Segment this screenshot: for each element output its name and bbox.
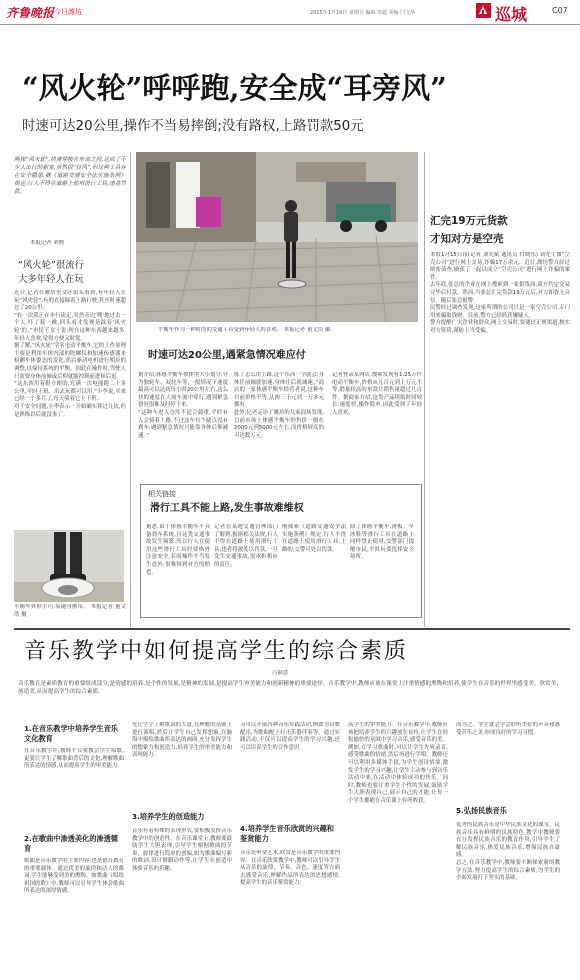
music-intro: 音乐教育是素质教育的重要组成部分,是情感的培养,是个性的发展,是精神的发展,是提高学生审美能力和创新精神的重要途径。音乐教学中,教师应该在课堂上注重情感的熏陶和培养,使学生在音乐的世界里感受美、欣赏美、创造美,从而提高学生的综合素质。 [18,681,562,695]
sidebar-title: 相关链接 [148,490,176,498]
music-col5-para-2: 优秀的民族音乐是中华民族文化的瑰宝。民族音乐具有鲜明的民族特色,教学中教师要充分发挥民族音乐的教育作用,引导学生了解民族音乐,热爱民族音乐,增强民族自豪感。 总之,在音乐教学中,教师要不断探索新的教学方法,努力提高学生的综合素质,为学生的全面发展打下坚实的基础。 [456,822,560,882]
music-col2-para-2: 音乐有着特殊的表现形式,要积极发挥音乐教学中的创造性。在音乐课堂上,教师要鼓励学生大胆表现,引导学生根据歌曲的节奏、旋律进行简单的创编,如为歌曲编写新的歌词,设计舞蹈动作等,让学生在创造中体验音乐的乐趣。 [132,828,232,872]
lead-byline: 本报记者 刘晓 [30,240,65,246]
page-code: C07 [552,6,568,15]
feature-subheadline: 时速可达20公里,操作不当易摔倒;没有路权,上路罚款50元 [22,119,364,134]
photo-small [14,530,124,602]
middle-section-title: 时速可达20公里,遇紧急情况难应付 [148,350,306,361]
music-col1-heading-2: 2.在歌曲中渗透美化的渗透德育 [24,834,118,853]
music-col3-heading: 4.培养学生音乐欣赏的兴趣和鉴赏能力 [240,824,334,843]
photo-main [136,152,418,322]
music-col3-para-1: 习可以开展各种音乐实践活动,例如为诗歌配乐,为歌曲配上打击乐器伴奏等。通过实践活动,不仅可以提高学生的学习兴趣,还可以培养学生的合作意识。 [240,722,340,751]
sidebar-headline: 滑行工具不能上路,发生事故难维权 [150,503,304,514]
music-col5-heading: 5.弘扬民族音乐 [456,806,507,815]
section-icon [476,3,491,18]
edition-label: 今日潍坊 [54,8,82,16]
photo-main-caption: 平衡车作为一种时尚的交通工具受到年轻人的喜欢。 本报记者 董文浩 摄 [158,327,331,333]
music-headline: 音乐教学中如何提高学生的综合素质 [24,639,409,664]
photo-small-caption: 平衡车外形小巧,易随身携带。 本报记者 董文浩 摄 [14,604,126,618]
middle-col-2: 练了怎么用上路,这个东西一学就会,身体往前倾就加速,身体往后就减速。”商店的一家体感平衡车经营者说,这种车目前价格不等,从两三千元到一万多元都有。 此外,记者走访了潍坊的几家商场发现,目前市场上体感平衡车的售价一般在2000元到5000元左右,而价格较高的可达数万元。 [234,372,324,439]
music-col4-para-1: 高学生的审美能力。在音乐教学中,教师应该把培养学生的兴趣放在首位,让学生在轻松愉快的氛围中学习音乐,感受音乐的美。例如,在学习歌曲时,可以让学生先听录音,感受歌曲的情绪,然后再进行学唱。教师还可以利用多媒体手段,为学生创设情境,激发学生的学习兴趣,让学生主动参与到音乐活动中来,在活动中体验成功的快乐。同时,教师也要注重学生个性的发展,鼓励学生大胆表现自己,展示自己的才能,让每一个学生都能在音乐课上有所收获。 [348,722,448,804]
lead-paragraph: 刚探“风火轮”,快速穿梭在车流之间,这成了不少人出行的新宠,虽然很“拉风”,但这种工具存在安全隐患,据《道路交通安全法实施条例》规定,行人不得在道路上使用滑行工具,违者罚款。 [14,157,126,195]
music-col1-para-1: 在音乐教学中,教师不仅要教会学生唱歌,更要让学生了解歌曲背后的文化,理解歌曲所表达的情感,从而提高学生的审美能力。 [24,748,124,770]
paper-name: 齐鲁晚报 [6,6,55,20]
date-info: 2015年1月16日 星期五 编辑 李超 美编 门文华 [310,10,416,16]
music-col5-para-1: 而为之。学生就会学会聆听美好的声音和感受音乐之美,形成良好的学习习惯。 [456,722,560,736]
side-section-title: “风火轮”很流行 大多年轻人在玩 [18,260,84,285]
sidebar-col-3: 刚探索《道路交通安全法实施条例》规定,行人不得在道路上使用滑行工具,上路的,交警可处以罚款。 [282,524,346,553]
feature-headline: “风火轮”呼呼跑,安全成“耳旁风” [22,71,447,105]
brief-headline: 汇完19万元货款 才知对方是空壳 [430,215,508,245]
music-col3-para-2: 音乐是听觉艺术,欣赏是音乐教学的重要内容。在音乐欣赏教学中,教师可以引导学生从音乐的旋律、节奏、音色、速度等方面去感受音乐,理解作品所表达的思想感情,提高学生的音乐鉴赏能力。 [240,850,340,887]
middle-col-1: 据介绍,体感平衡车按体型大小划分,分为独轮车、双轮车等,一般情况下速度最高可以达到每小时20公里左右,这么快的速度在人流车流中穿行,遇到紧急情况很难及时停下来。 “这种车进入仓库不适合载重,平时有人会骑着上路,不过这车有个缺点没有刹车,遇到紧急情况只能靠身体后仰减速。” [138,372,228,439]
side-section-body: 近日,记者在潍坊奎文区街头看到,有年轻人在玩“风火轮”,有的直接踩着上路行驶,甚至时速超过了20公里。 “有一次我正在步行街走,突然旁边‘嗖’地过去一个人,吓了我一跳,回头看才发现是踩着‘风火轮’的。”市民王女士说,现在这种东西越来越多,年轻人喜欢,觉得方便又时髦。 据了解,“风火轮”学名电动平衡车,它的工作原理主要是利用车体内部的陀螺仪和加速传感器来检测车体姿态的变化,然后驱动电机进行相应的调整,以保持系统的平衡。因此在操作时,驾驶人只需要身体前倾或后仰就能控制前进和后退。 “这东西用着挺方便的,充满一次电能跑二十多公里,平时上班、出去玩都可以用,”小李说,买来已经一个多月了,每天骑着它上下班。 对于安全问题,小李表示一开始确实摔过几次,但是熟练以后就没事了。 [14,290,126,418]
middle-col-3: 记者登录某网店,搜索发现有1.25万件电动平衡车,价格从几百元到上万元不等,销量较高的单款月销售量超过几百件。据商家介绍,这类产品续航时间较长,速度快,操作简单,因此受到了年轻人喜欢。 [332,372,422,416]
section-separator [14,628,570,630]
music-col2-heading: 3.培养学生的创造能力 [132,812,205,821]
music-col1-heading-1: 1.在音乐教学中培养学生音乐文化教育 [24,724,118,743]
section-name: 巡城 [495,5,528,24]
music-author: 吕淑慧 [272,670,289,676]
brief-divider [424,152,425,627]
sidebar-col-1: 据悉,由于体感平衡车不具备刹车系统,且这类交通事故发生频繁,所以行人在使用这些滑行工具时要格外注意安全,若因操作不当发生意外,很难得到对方的赔偿。 [146,524,210,576]
music-col1-para-2: 歌曲是音乐教学的主要内容,也是德育教育的重要载体。通过优美的旋律和动人的歌词,学生能够受到美的熏陶。如歌曲《唱给祖国的歌》中,教师可以引导学生体会歌曲所表达的深厚情感。 [24,858,124,895]
music-col2-para-1: 先让学生了解歌词的大意,在理解的基础上进行演唱,然后让学生自己发挥想象,在脑海中描绘歌曲所表达的画面,充分发挥学生的想象力和创造力,培养学生的审美能力和表现能力。 [132,722,232,759]
masthead [0,0,580,24]
sidebar-col-4: 除了体感平衡车,滑板、旱冰鞋等滑行工具在道路上同样禁止使用,交警部门提醒市民,平时玩要选择安全场所。 [350,524,414,561]
sidebar-col-2: 记者在某地交通管理部门了解到,根据相关法规,行人不得在道路上使用滑行工具,违者将被处以罚款,一旦发生交通事故,需承担相应的责任。 [214,524,278,568]
brief-body: 本报1月15日讯(记者 刘光斌 通讯员 付晓东) 刘先生做“空壳公司”进行网上交易,诈骗17万余元。近日,潍坊警方经过缜密侦查,破获了一起以成立“空壳公司”进行网上诈骗的案件。 去年底,张总的企业在网上搜索到一家供货商,双方约定交易完毕后付款。然而,当张总汇完货款19万元后,对方却杳无音信。随后张总报警。 民警经过调查发现,这家所谓的公司只是一家空壳公司,专门用来骗取钱财。目前,警方已经抓获嫌疑人。 警方提醒广大企业和群众,网上交易时,要通过正规渠道,核实对方资质,谨防上当受骗。 [430,252,570,334]
column-divider [130,152,131,627]
masthead-rule [0,24,580,25]
